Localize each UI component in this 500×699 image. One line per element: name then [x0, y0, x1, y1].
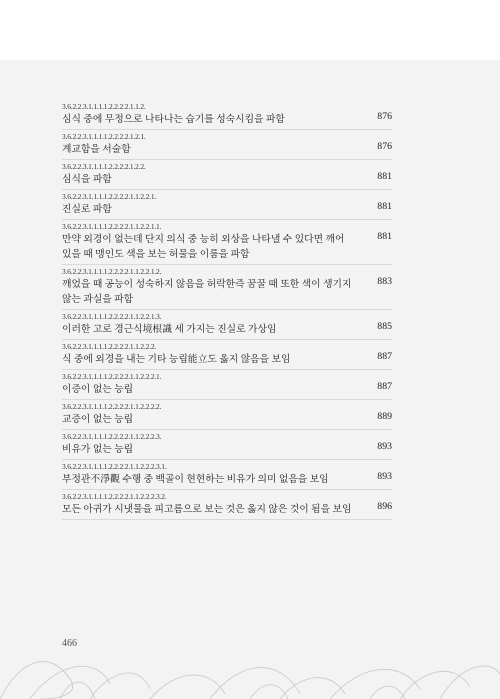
- toc-entry-page: 889: [377, 411, 392, 422]
- toc-entry-page: 887: [377, 351, 392, 362]
- toc-entry-page: 893: [377, 471, 392, 482]
- toc-entry-title: 부정관不淨觀 수행 중 백골이 현현하는 비유가 의미 없음을 보임: [62, 474, 329, 485]
- toc-entry-title: 심식을 파함: [62, 174, 112, 185]
- toc-entry-number: 3.6.2.2.3.1.1.1.1.2.2.2.2.1.1.2.2.2.3.2.: [62, 492, 167, 501]
- toc-entry-title: 심식 중에 무정으로 나타나는 습기를 성숙시킴을 파함: [62, 114, 285, 125]
- toc-entry: [62, 220, 392, 265]
- page-sheet: [0, 60, 500, 699]
- toc-entry-title: 이러한 고로 경근식境根識 세 가지는 진실로 가상임: [62, 324, 277, 335]
- toc-entry: [62, 160, 392, 190]
- toc-entry-page: 881: [377, 231, 392, 242]
- toc-entry-number: 3.6.2.2.3.1.1.1.1.2.2.2.2.1.1.2.: [62, 102, 146, 111]
- toc-entry: [62, 490, 392, 520]
- toc-entry-page: 893: [377, 441, 392, 452]
- toc-entry-title: 계교함을 서술함: [62, 144, 131, 155]
- toc-entry-number: 3.6.2.2.3.1.1.1.1.2.2.2.2.1.1.2.2.2.3.1.: [62, 462, 167, 471]
- toc-entry-number: 3.6.2.2.3.1.1.1.1.2.2.2.2.1.1.2.2.2.2.: [62, 402, 162, 411]
- toc-entry-title: 진실로 파함: [62, 204, 112, 215]
- toc-entry: [62, 130, 392, 160]
- toc-entry-title: 모든 아귀가 시냇물을 피고름으로 보는 것은 옳지 않은 것이 됨을 보임: [62, 504, 352, 515]
- toc-entry-title: 교증이 없는 능립: [62, 414, 134, 425]
- toc-entry-page: 881: [377, 171, 392, 182]
- toc-entry-page: 876: [377, 111, 392, 122]
- toc-entry-number: 3.6.2.2.3.1.1.1.1.2.2.2.2.1.1.2.2.1.1.: [62, 222, 162, 231]
- toc-entry-page: 881: [377, 201, 392, 212]
- toc-entry-title: 이증이 없는 능립: [62, 384, 134, 395]
- toc-entry: [62, 310, 392, 340]
- toc-entry-title: 비유가 없는 능립: [62, 444, 134, 455]
- toc-entry: [62, 400, 392, 430]
- toc-entry-number: 3.6.2.2.3.1.1.1.1.2.2.2.2.1.1.2.2.1.2.: [62, 267, 162, 276]
- toc-entry-page: 883: [377, 276, 392, 287]
- toc-entry-title: 만약 외경이 없는데 단지 의식 중 능히 외상을 나타낼 수 있다면 깨어있을 때 맹인도 색을 보는 허물을 이룸을 파함: [62, 234, 345, 260]
- toc-entry: [62, 370, 392, 400]
- toc-entry-title: 식 중에 외경을 내는 기타 능립能立도 옳지 않음을 보임: [62, 354, 291, 365]
- toc-entry-number: 3.6.2.2.3.1.1.1.1.2.2.2.2.1.2.1.: [62, 132, 146, 141]
- toc-entry-title: 깨었을 때 공능이 성숙하지 않음을 허락한즉 꿈꿀 때 또한 색이 생기지 않는 과실을 파함: [62, 279, 352, 305]
- toc-entry-number: 3.6.2.2.3.1.1.1.1.2.2.2.2.1.1.2.2.2.: [62, 342, 157, 351]
- toc-entry-page: 896: [377, 501, 392, 512]
- lotus-decoration: [0, 639, 500, 699]
- page-number: 466: [62, 638, 77, 649]
- toc-entry-page: 876: [377, 141, 392, 152]
- toc-entry: [62, 460, 392, 490]
- toc-entry: [62, 190, 392, 220]
- toc-entry-number: 3.6.2.2.3.1.1.1.1.2.2.2.2.1.1.2.2.1.: [62, 192, 157, 201]
- toc-entry-number: 3.6.2.2.3.1.1.1.1.2.2.2.2.1.1.2.2.2.1.: [62, 372, 162, 381]
- toc-entry-page: 885: [377, 321, 392, 332]
- toc-entry: [62, 430, 392, 460]
- toc-entry-number: 3.6.2.2.3.1.1.1.1.2.2.2.2.1.2.2.: [62, 162, 146, 171]
- toc-entry: [62, 340, 392, 370]
- toc-entry-number: 3.6.2.2.3.1.1.1.1.2.2.2.2.1.1.2.2.2.3.: [62, 432, 162, 441]
- toc-list: [62, 100, 392, 520]
- toc-entry: [62, 265, 392, 310]
- toc-entry-number: 3.6.2.2.3.1.1.1.1.2.2.2.2.1.1.2.2.1.3.: [62, 312, 162, 321]
- toc-entry-page: 887: [377, 381, 392, 392]
- toc-entry: [62, 100, 392, 130]
